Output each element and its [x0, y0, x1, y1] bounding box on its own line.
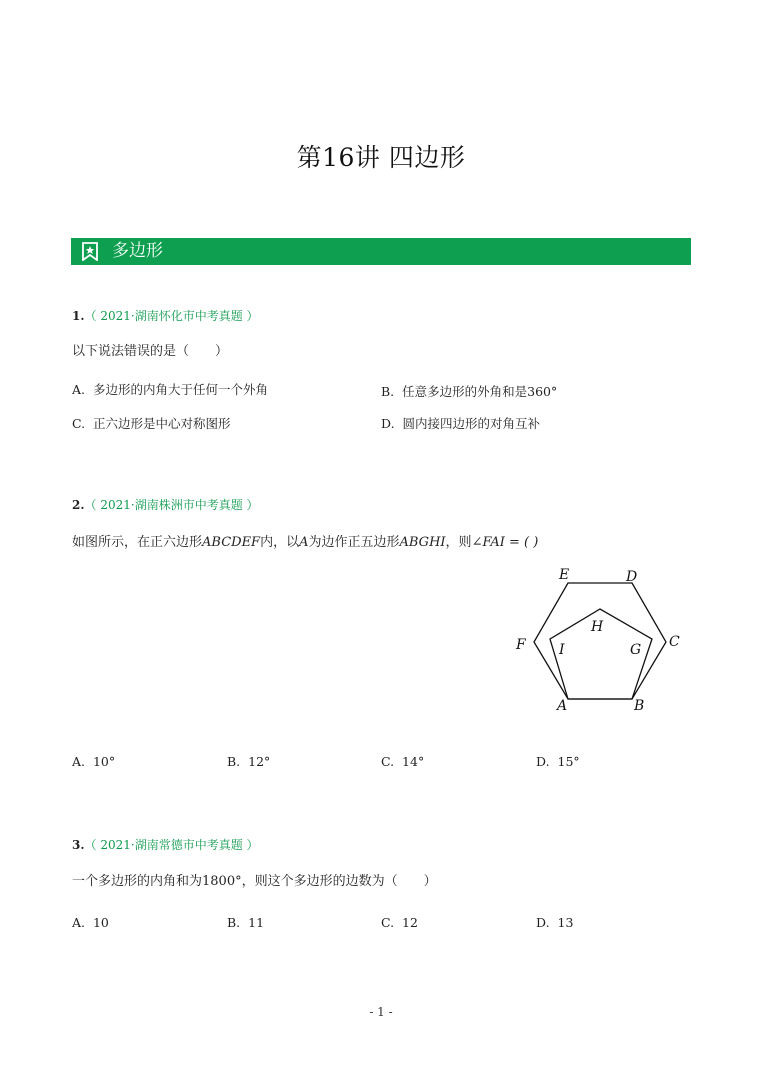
question-number: 2. — [72, 498, 85, 512]
question-3-header — [72, 837, 259, 853]
label-h: H — [591, 619, 604, 635]
bookmark-star-icon — [81, 242, 99, 261]
question-1-option-b: B. 任意多边形的外角和是360° — [381, 384, 558, 399]
hexagon-pentagon-figure — [505, 562, 705, 717]
question-1-option-d: D. 圆内接四边形的对角互补 — [381, 416, 541, 431]
section-banner — [71, 238, 691, 265]
question-2-option-b: B. 12° — [227, 754, 271, 769]
question-1-header — [72, 308, 259, 324]
question-number: 3. — [72, 838, 85, 852]
label-e: E — [559, 567, 570, 583]
question-1-option-c: C. 正六边形是中心对称图形 — [72, 416, 231, 431]
label-g: G — [630, 642, 642, 658]
question-2-stem: 如图所示，在正六边形ABCDEF内，以A为边作正五边形ABGHI，则∠FAI = ( ) — [72, 535, 539, 550]
question-2-header — [72, 497, 259, 513]
question-3-option-d: D. 13 — [536, 915, 574, 930]
question-source: （ 2021·湖南怀化市中考真题 ） — [84, 309, 259, 323]
question-3-option-b: B. 11 — [227, 915, 265, 930]
question-number: 1. — [72, 309, 85, 323]
label-d: D — [626, 569, 638, 585]
question-2-option-c: C. 14° — [381, 754, 425, 769]
question-3-option-c: C. 12 — [381, 915, 418, 930]
section-title: 多边形 — [112, 241, 163, 261]
label-b: B — [634, 698, 645, 714]
label-f: F — [516, 637, 526, 653]
hexagon-abcdef — [534, 583, 666, 699]
label-c: C — [669, 634, 680, 650]
question-source: （ 2021·湖南株洲市中考真题 ） — [84, 498, 259, 512]
question-2-option-d: D. 15° — [536, 754, 580, 769]
label-i: I — [559, 642, 565, 658]
label-a: A — [557, 698, 568, 714]
question-1-option-a: A. 多边形的内角大于任何一个外角 — [72, 382, 268, 397]
page-number: - 1 - — [369, 1005, 393, 1019]
question-2-option-a: A. 10° — [72, 754, 116, 769]
page-title: 第16讲 四边形 — [296, 143, 466, 172]
question-source: （ 2021·湖南常德市中考真题 ） — [84, 838, 259, 852]
question-1-stem: 以下说法错误的是（ ） — [72, 344, 229, 359]
question-3-option-a: A. 10 — [72, 915, 109, 930]
question-3-stem: 一个多边形的内角和为1800°，则这个多边形的边数为（ ） — [72, 874, 437, 889]
